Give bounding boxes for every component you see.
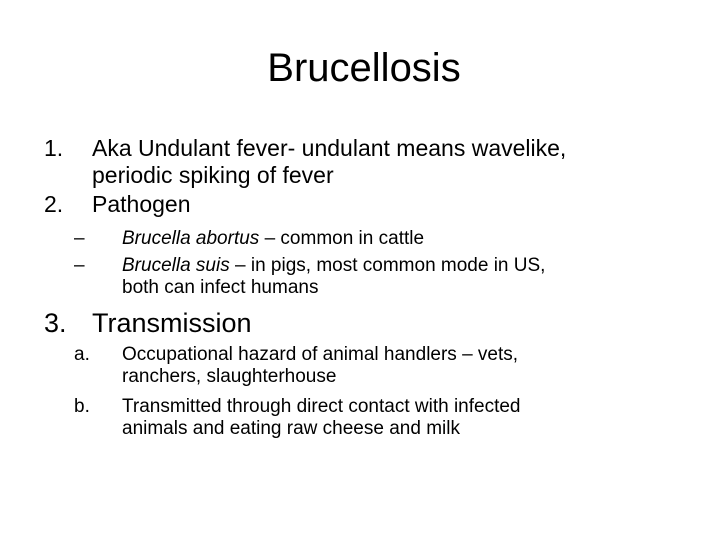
sub-item-text: Occupational hazard of animal handlers – vets, (122, 344, 519, 365)
alpha-marker: a. (74, 344, 90, 365)
list-marker: 3. (44, 308, 67, 338)
sub-item-b (74, 396, 521, 440)
list-item-3 (44, 307, 252, 339)
species-name: Brucella suis (122, 255, 230, 276)
list-item-text: Transmission (92, 308, 252, 338)
list-marker: 2. (44, 191, 64, 217)
dash-marker: – (74, 255, 85, 276)
sub-item-description: – in pigs, most common mode in US, (229, 255, 546, 276)
species-name: Brucella abortus (122, 228, 260, 249)
sub-item-text: Transmitted through direct contact with infected (122, 396, 521, 417)
sub-item-a (74, 344, 518, 388)
list-item-2 (44, 191, 190, 218)
list-item-text-continued: periodic spiking of fever (92, 162, 334, 188)
list-item-text: Pathogen (92, 191, 191, 217)
sub-item-text-continued: ranchers, slaughterhouse (122, 366, 337, 387)
sub-item-brucella-suis (74, 255, 545, 299)
slide-title: Brucellosis (267, 46, 461, 90)
sub-item-brucella-abortus (74, 228, 424, 250)
list-item-text: Aka Undulant fever- undulant means wavelike, (92, 135, 567, 161)
list-item-1 (44, 135, 566, 189)
dash-marker: – (74, 228, 85, 249)
sub-item-text-continued: animals and eating raw cheese and milk (122, 418, 460, 439)
alpha-marker: b. (74, 396, 90, 417)
sub-item-text (122, 228, 424, 250)
sub-item-text-continued: both can infect humans (122, 277, 319, 298)
sub-item-text (122, 255, 545, 277)
list-marker: 1. (44, 135, 64, 161)
sub-item-description: – common in cattle (259, 228, 425, 249)
